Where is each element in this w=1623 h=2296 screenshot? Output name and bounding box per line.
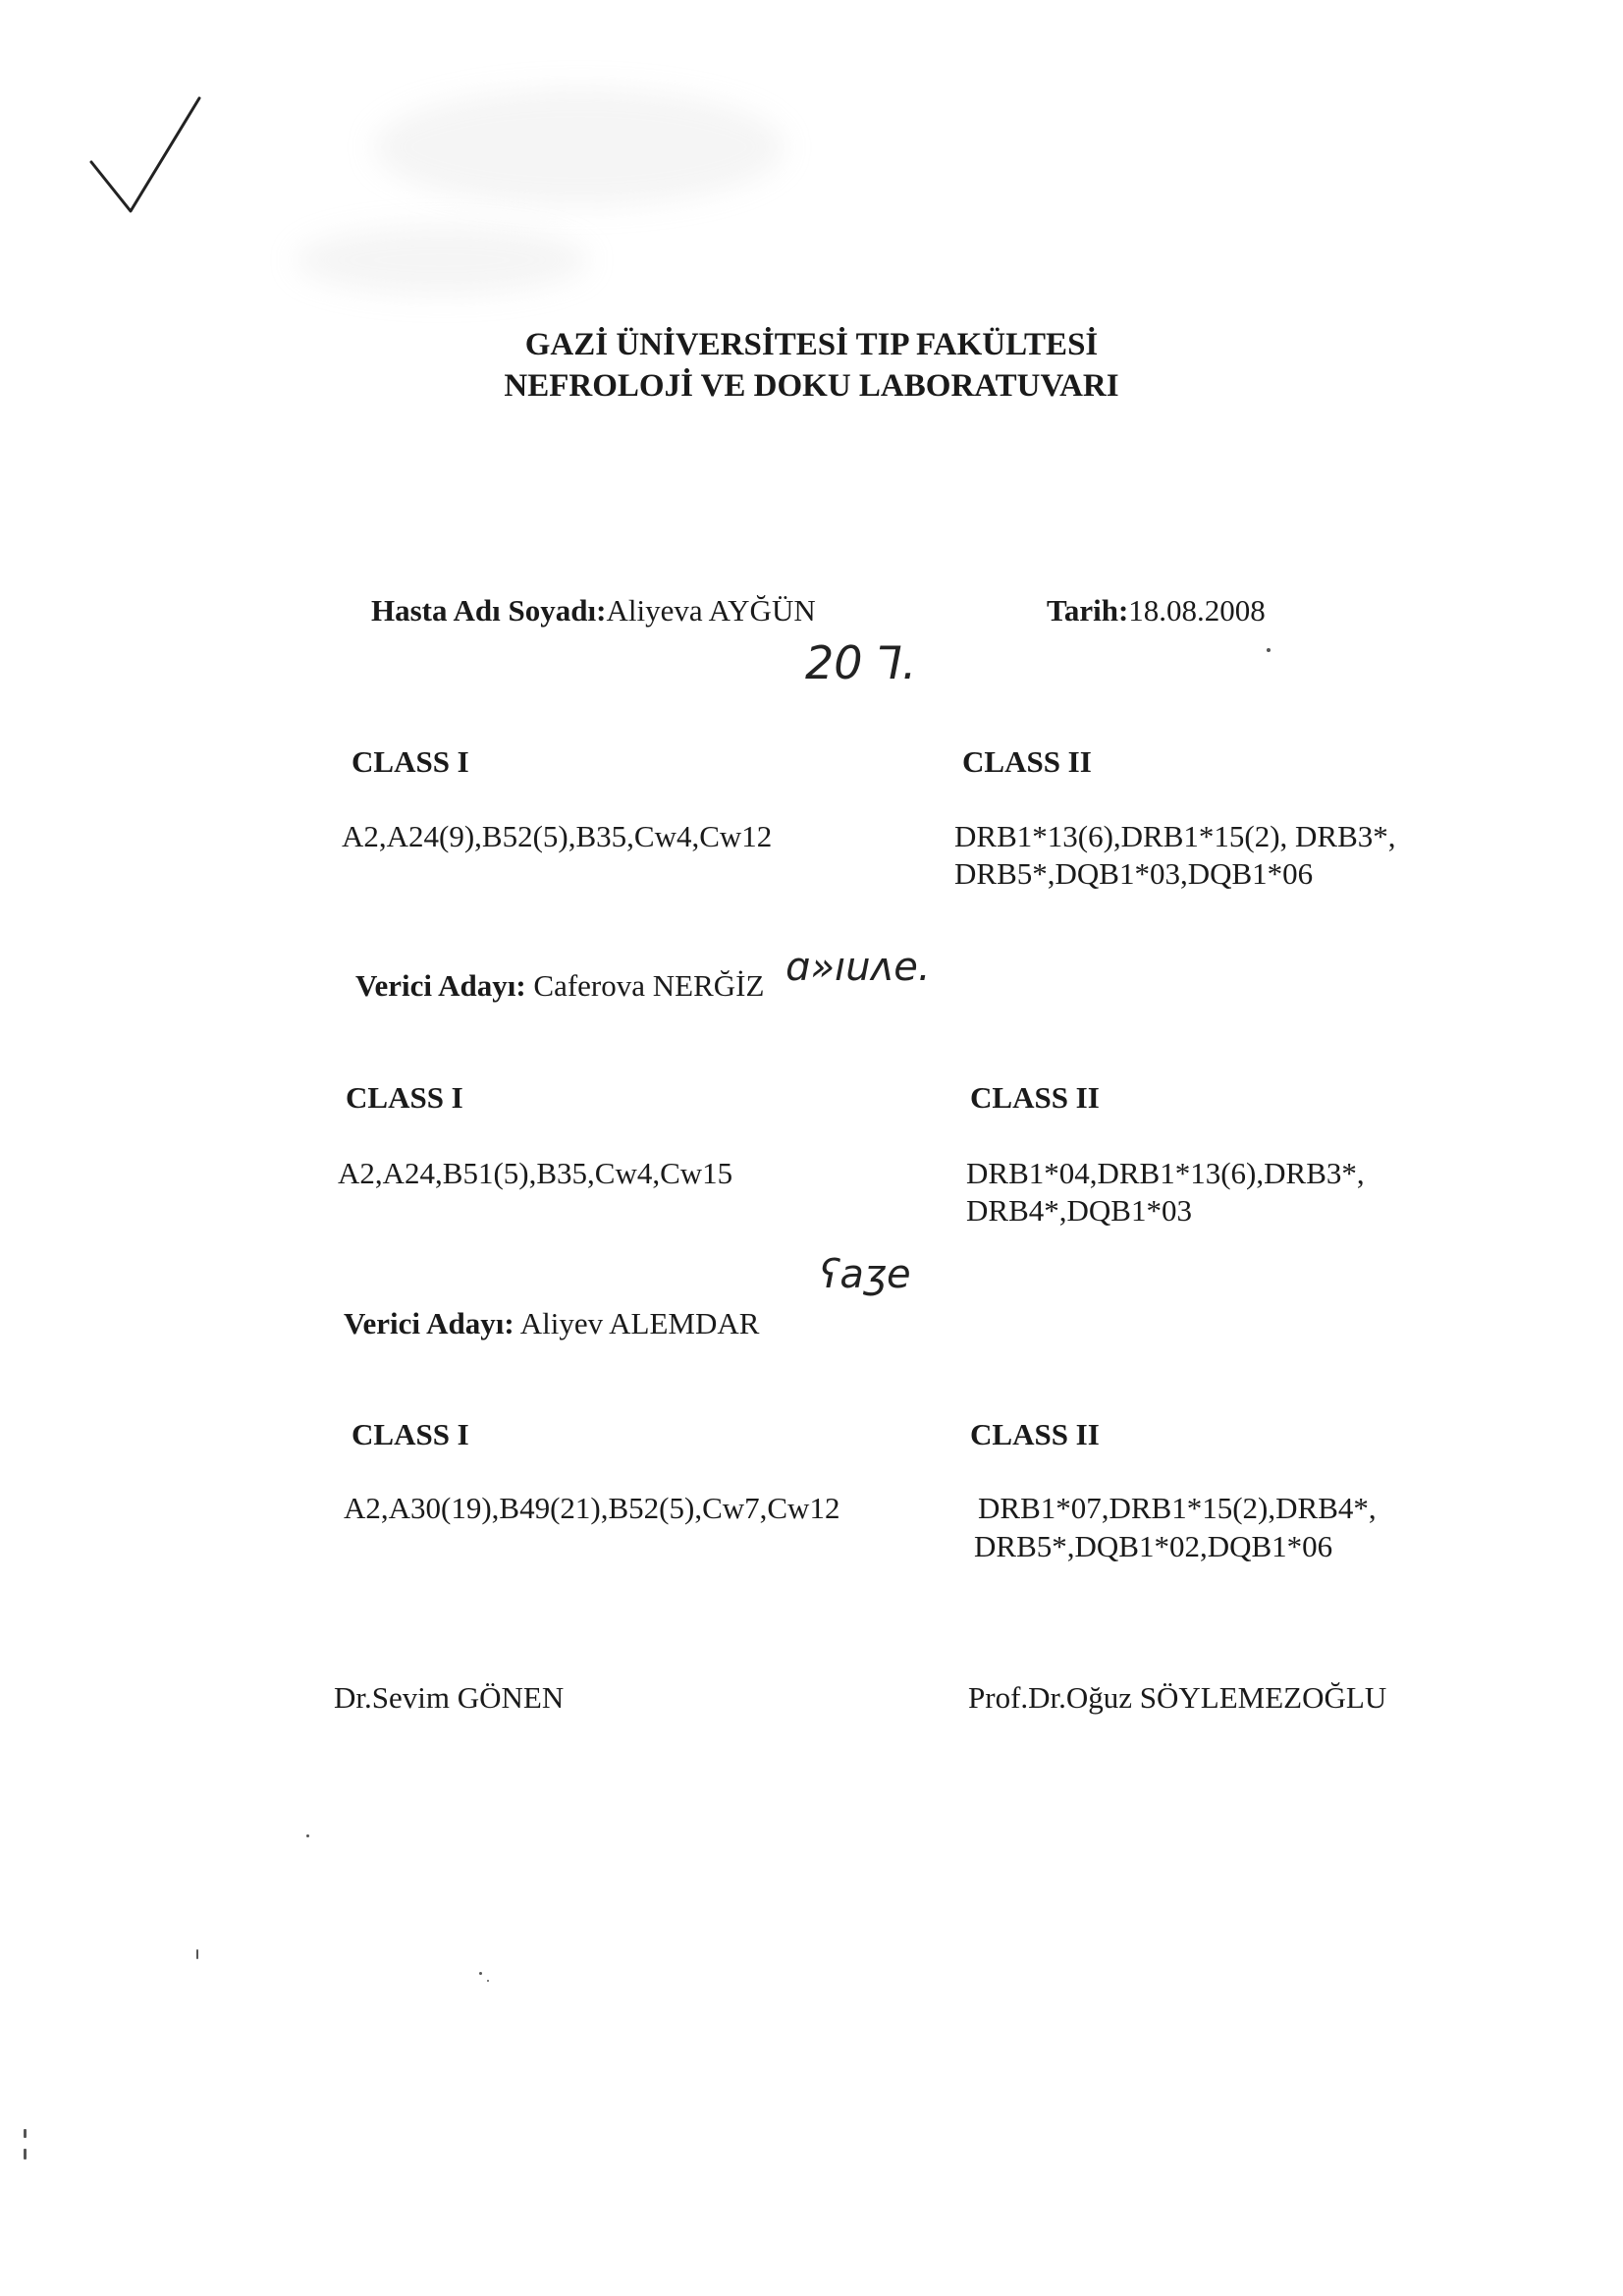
donor2-class2-title: CLASS II <box>970 1417 1100 1451</box>
donor2-name: Aliyev ALEMDAR <box>519 1306 760 1340</box>
donor2-class2-line1: DRB1*07,DRB1*15(2),DRB4*, <box>978 1491 1377 1525</box>
handwritten-note-patient: 20 ⅂. <box>805 636 917 689</box>
header-institution: GAZİ ÜNİVERSİTESİ TIP FAKÜLTESİ <box>524 327 1099 362</box>
checkmark-icon <box>86 93 204 221</box>
donor1-name: Caferova NERĞİZ <box>533 968 765 1003</box>
donor1-label: Verici Adayı: <box>355 968 526 1003</box>
scan-speck <box>1267 648 1271 652</box>
donor1-class1-title: CLASS I <box>346 1080 463 1115</box>
patient-class1-value: A2,A24(9),B52(5),B35,Cw4,Cw12 <box>342 819 773 853</box>
patient-class1-title: CLASS I <box>352 744 469 779</box>
scan-speck <box>306 1834 309 1837</box>
donor2-line <box>344 1305 759 1342</box>
handwritten-note-donor1: ɑ»ıuᴧe. <box>785 945 931 990</box>
signature-left: Dr.Sevim GÖNEN <box>334 1680 565 1715</box>
handwritten-note-donor2: ʕaʒe <box>820 1252 911 1297</box>
patient-class2-line1: DRB1*13(6),DRB1*15(2), DRB3*, <box>954 819 1396 853</box>
header-laboratory: NEFROLOJİ VE DOKU LABORATUVARI <box>504 368 1119 404</box>
date-line <box>1047 592 1266 629</box>
donor2-class2-line2: DRB5*,DQB1*02,DQB1*06 <box>974 1529 1333 1563</box>
donor1-class2-line1: DRB1*04,DRB1*13(6),DRB3*, <box>966 1156 1365 1190</box>
patient-name: Aliyeva AYĞÜN <box>606 593 816 628</box>
patient-class2-line2: DRB5*,DQB1*03,DQB1*06 <box>954 856 1314 891</box>
document-header <box>0 324 1623 407</box>
scan-smudge <box>373 88 785 206</box>
scan-speck <box>479 1972 482 1975</box>
patient-name-label: Hasta Adı Soyadı: <box>371 593 607 628</box>
donor1-line <box>355 967 764 1005</box>
scan-speck <box>196 1949 198 1959</box>
scan-speck <box>24 2149 27 2159</box>
donor1-class1-value: A2,A24,B51(5),B35,Cw4,Cw15 <box>338 1156 733 1190</box>
donor2-label: Verici Adayı: <box>344 1306 514 1340</box>
date-value: 18.08.2008 <box>1128 593 1266 628</box>
signature-right: Prof.Dr.Oğuz SÖYLEMEZOĞLU <box>968 1680 1387 1715</box>
donor2-class1-value: A2,A30(19),B49(21),B52(5),Cw7,Cw12 <box>344 1491 840 1525</box>
scan-speck <box>487 1980 489 1982</box>
scan-speck <box>24 2129 27 2138</box>
scan-smudge <box>295 226 589 295</box>
donor2-class1-title: CLASS I <box>352 1417 469 1451</box>
patient-class2-title: CLASS II <box>962 744 1092 779</box>
patient-line <box>371 592 816 629</box>
donor1-class2-line2: DRB4*,DQB1*03 <box>966 1193 1192 1228</box>
donor1-class2-title: CLASS II <box>970 1080 1100 1115</box>
date-label: Tarih: <box>1047 593 1129 628</box>
